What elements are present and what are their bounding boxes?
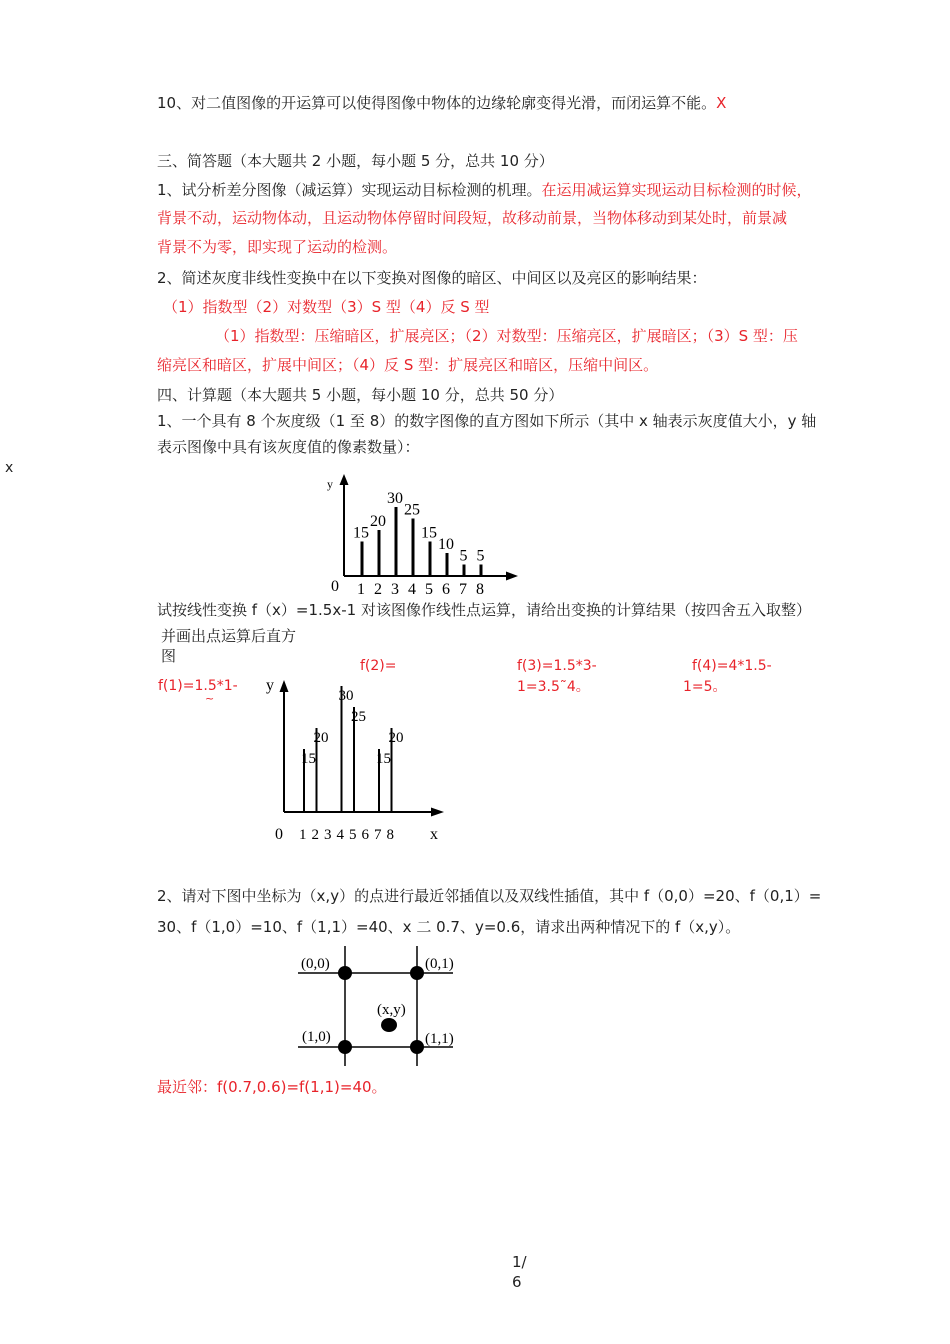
- x-tick-label: 4: [336, 827, 344, 843]
- bar: [341, 686, 343, 812]
- x-tick-label: 6: [361, 827, 369, 843]
- x-tick-label: 5: [425, 581, 433, 598]
- x-tick-label: 3: [324, 827, 332, 843]
- h1-y-label: y: [327, 477, 333, 491]
- x-tick-label: 1: [299, 827, 307, 843]
- bar: [361, 542, 364, 577]
- bar-value-label: 15: [376, 751, 391, 767]
- s3q1-answer-1: 在运用减运算实现运动目标检测的时候，: [541, 181, 812, 199]
- section4-heading: 四、计算题（本大题共 5 小题，每小题 10 分，总共 50 分）: [157, 386, 564, 404]
- bar-value-label: 15: [353, 524, 370, 542]
- x-tick-label: 7: [459, 581, 467, 598]
- x-tick-label: 8: [386, 827, 394, 843]
- point-10: [338, 1040, 352, 1054]
- bar-value-label: 10: [438, 536, 455, 553]
- bar-value-label: 15: [421, 524, 438, 542]
- h2-x-label: x: [430, 826, 438, 843]
- f1-mark: ~: [205, 692, 215, 705]
- s4q1-line1: 1、一个具有 8 个灰度级（1 至 8）的数字图像的直方图如下所示（其中 x 轴表示灰度值大小，y 轴: [157, 412, 817, 430]
- f3-formula-1: f(3)=1.5*3-: [517, 658, 597, 674]
- s4q2-line2: 30、f（1,0）=10、f（1,1）=40、x 二 0.7、y=0.6，请求出两种情况下的 f（x,y）。: [157, 918, 741, 936]
- f1-formula: f(1)=1.5*1-: [158, 678, 238, 694]
- s4q1-task-1: 试按线性变换 f（x）=1.5x-1 对该图像作线性点运算，请给出变换的计算结果（按四舍五入取整）: [157, 601, 811, 619]
- interpolation-grid: [298, 944, 468, 1066]
- bar: [480, 565, 483, 577]
- bar-value-label: 20: [370, 513, 387, 530]
- bar: [429, 542, 432, 577]
- x-tick-label: 5: [349, 827, 357, 843]
- label-10: (1,0): [302, 1029, 331, 1045]
- h1-origin: 0: [331, 578, 339, 595]
- s4q2-answer: 最近邻：f(0.7,0.6)=f(1,1)=40。: [157, 1078, 387, 1096]
- page-number-bottom: 6: [512, 1273, 522, 1291]
- s3q1-answer-3: 背景不为零，即实现了运动的检测。: [157, 238, 398, 256]
- bar: [463, 565, 466, 577]
- point-11: [410, 1040, 424, 1054]
- s4q1-task-3: 图: [161, 647, 177, 665]
- bar-value-label: 5: [476, 547, 485, 565]
- s3q2-answer-2: 缩亮区和暗区，扩展中间区；（4）反 S 型：扩展亮区和暗区，压缩中间区。: [157, 356, 659, 374]
- q10-answer: X: [716, 94, 727, 112]
- h2-y-label: y: [266, 677, 274, 694]
- histogram-transformed: [262, 668, 454, 846]
- x-tick-label: 7: [374, 827, 382, 843]
- point-01: [410, 966, 424, 980]
- bar-value-label: 25: [404, 501, 421, 519]
- x-tick-label: 1: [357, 581, 365, 598]
- bar-value-label: 30: [338, 688, 354, 704]
- h2-origin: 0: [275, 826, 283, 843]
- s3q1-text: 1、试分析差分图像（减运算）实现运动目标检测的机理。: [157, 181, 542, 199]
- x-tick-label: 8: [476, 581, 484, 598]
- s3q2-options: （1）指数型（2）对数型（3）S 型（4）反 S 型: [163, 298, 490, 316]
- page-number-top: 1/: [512, 1253, 527, 1271]
- s4q1-task-2: 并画出点运算后直方: [161, 627, 297, 645]
- bar-value-label: 20: [313, 730, 329, 746]
- x-tick-label: 2: [311, 827, 319, 843]
- x-tick-label: 6: [442, 581, 450, 598]
- bar: [378, 530, 381, 576]
- point-00: [338, 966, 352, 980]
- label-01: (0,1): [425, 956, 454, 972]
- x-tick-label: 2: [374, 581, 382, 598]
- bar-value-label: 15: [301, 751, 316, 767]
- label-xy: (x,y): [377, 1002, 406, 1018]
- s3q2-text: 2、简述灰度非线性变换中在以下变换对图像的暗区、中间区以及亮区的影响结果：: [157, 269, 707, 287]
- point-xy: [381, 1018, 397, 1032]
- histogram-original: [320, 472, 530, 600]
- s4q2-line1: 2、请对下图中坐标为（x,y）的点进行最近邻插值以及双线性插值，其中 f（0,0）=20、f（0,1）=: [157, 887, 822, 905]
- bar-value-label: 30: [387, 490, 404, 507]
- s4q1-line2: 表示图像中具有该灰度值的像素数量）：: [157, 438, 420, 456]
- section3-heading: 三、简答题（本大题共 2 小题，每小题 5 分，总共 10 分）: [157, 152, 554, 170]
- s3q1-answer-2: 背景不动，运动物体动，且运动物体停留时间段短，故移动前景，当物体移动到某处时，前景减: [157, 209, 788, 227]
- stray-x: x: [5, 460, 14, 476]
- f4-formula-1: f(4)=4*1.5-: [692, 658, 772, 674]
- f4-formula-2: 1=5。: [683, 679, 727, 695]
- x-tick-label: 3: [391, 581, 399, 598]
- bar-value-label: 25: [351, 709, 366, 725]
- f3-formula-2: 1=3.5˜4。: [517, 679, 590, 695]
- s3q2-answer-1: （1）指数型：压缩暗区，扩展亮区；（2）对数型：压缩亮区，扩展暗区；（3）S 型：压: [215, 327, 798, 345]
- f2-formula: f(2)=: [360, 658, 397, 674]
- bar: [412, 519, 415, 577]
- q10-text: 10、对二值图像的开运算可以使得图像中物体的边缘轮廓变得光滑，而闭运算不能。: [157, 94, 717, 112]
- bar-value-label: 5: [459, 547, 468, 565]
- label-11: (1,1): [425, 1031, 454, 1047]
- x-tick-label: 4: [408, 581, 416, 598]
- bar: [395, 507, 398, 576]
- label-00: (0,0): [301, 956, 330, 972]
- bar-value-label: 20: [388, 730, 404, 746]
- bar: [446, 553, 449, 576]
